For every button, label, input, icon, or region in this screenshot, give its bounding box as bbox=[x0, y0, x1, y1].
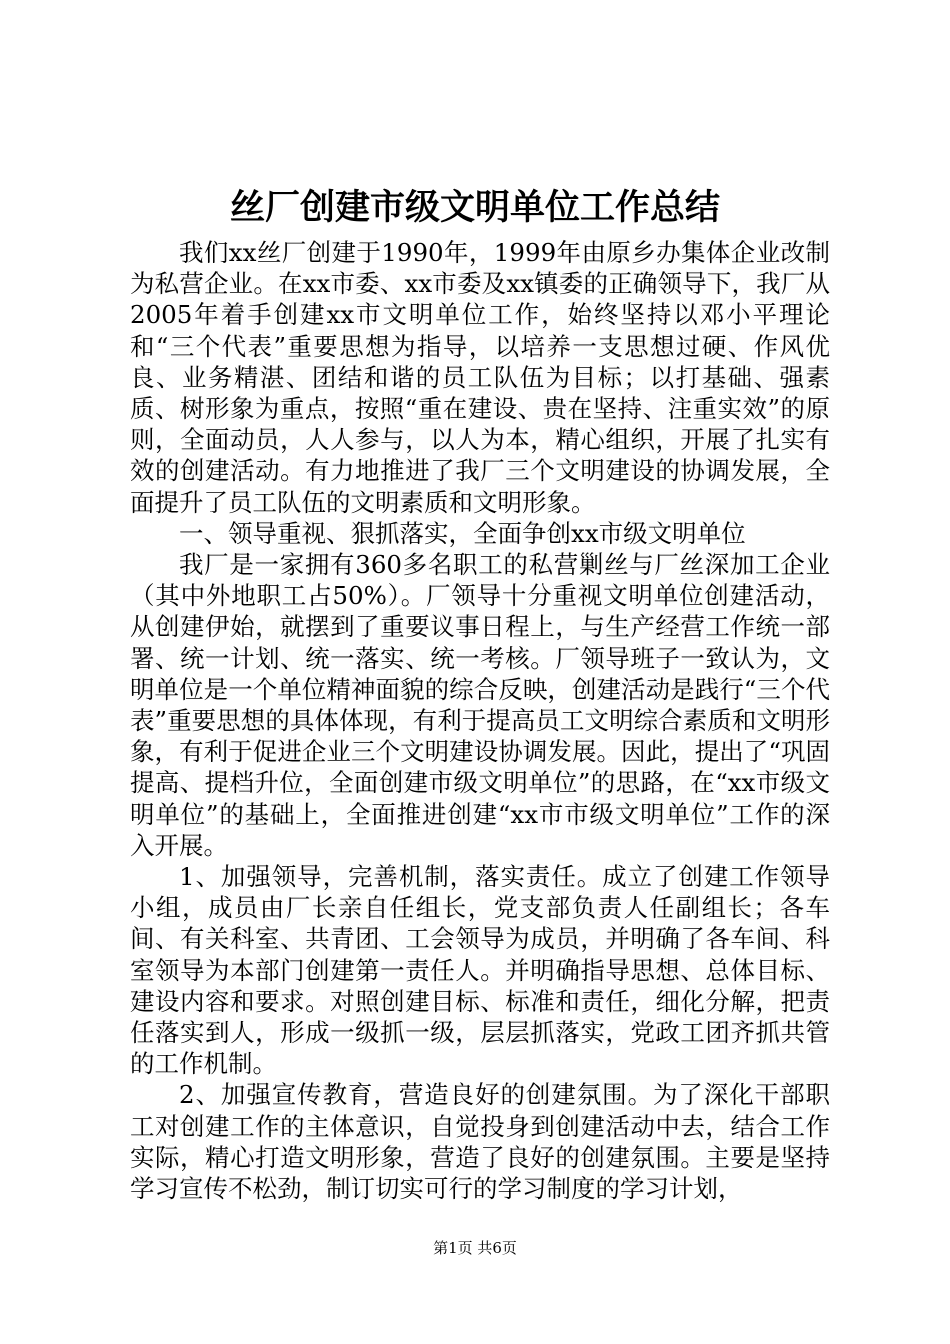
document-title: 丝厂创建市级文明单位工作总结 bbox=[229, 187, 720, 228]
document-body bbox=[130, 237, 830, 1204]
body-paragraph: 我厂是一家拥有360多名职工的私营剿丝与厂丝深加工企业（其中外地职工占50%）。厂领导十分重视文明单位创建活动，从创建伊始，就摆到了重要议事日程上，与生产经营工作统一部署、统一计划、统一落实、统一考核。厂领导班子一致认为，文明单位是一个单位精神面貌的综合反映，创建活动是践行“三个代表”重要思想的具体体现，有利于提高员工文明综合素质和文明形象，有利于促进企业三个文明建设协调发展。因此，提出了“巩固提高、提档升位，全面创建市级文明单位”的思路，在“xx市级文明单位”的基础上，全面推进创建“xx市市级文明单位”工作的深入开展。 bbox=[130, 550, 830, 860]
page-footer: 第1页 共6页 bbox=[433, 1239, 517, 1257]
body-paragraph: 2、加强宣传教育，营造良好的创建氛围。为了深化干部职工对创建工作的主体意识，自觉投身到创建活动中去，结合工作实际，精心打造文明形象，营造了良好的创建氛围。主要是坚持学习宣传不松劲，制订切实可行的学习制度的学习计划， bbox=[130, 1080, 830, 1204]
body-paragraph: 1、加强领导，完善机制，落实责任。成立了创建工作领导小组，成员由厂长亲自任组长，党支部负责人任副组长；各车间、有关科室、共青团、工会领导为成员，并明确了各车间、科室领导为本部门创建第一责任人。并明确指导思想、总体目标、建设内容和要求。对照创建目标、标准和责任，细化分解，把责任落实到人，形成一级抓一级，层层抓落实，党政工团齐抓共管的工作机制。 bbox=[130, 862, 830, 1079]
section-heading: 一、领导重视、狠抓落实，全面争创xx市级文明单位 bbox=[179, 518, 746, 548]
intro-paragraph: 我们xx丝厂创建于1990年，1999年由原乡办集体企业改制为私营企业。在xx市委、xx市委及xx镇委的正确领导下，我厂从2005年着手创建xx市文明单位工作，始终坚持以邓小平理论和“三个代表”重要思想为指导，以培养一支思想过硬、作风优良、业务精湛、团结和谐的员工队伍为目标；以打基础、强素质、树形象为重点，按照“重在建设、贵在坚持、注重实效”的原则，全面动员，人人参与，以人为本，精心组织，开展了扎实有效的创建活动。有力地推进了我厂三个文明建设的协调发展，全面提升了员工队伍的文明素质和文明形象。 bbox=[130, 238, 830, 517]
